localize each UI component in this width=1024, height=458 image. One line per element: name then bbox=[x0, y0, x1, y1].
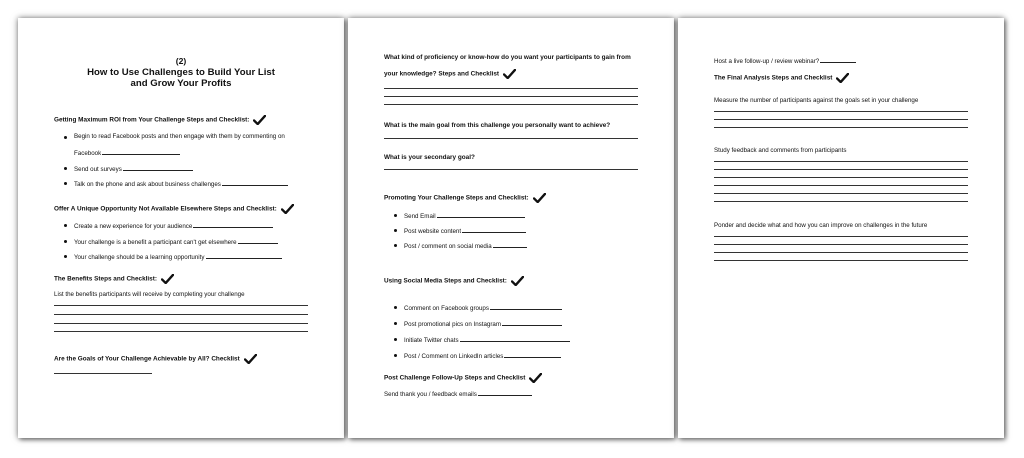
bullet-item bbox=[74, 221, 273, 230]
bullet-item bbox=[404, 303, 562, 312]
checkmark-icon bbox=[529, 373, 542, 383]
measure-text: Measure the number of participants against the goals set in your challenge bbox=[714, 97, 919, 104]
checkmark-icon bbox=[533, 193, 546, 203]
fill-in-line[interactable] bbox=[493, 241, 527, 248]
bullet-item bbox=[74, 164, 193, 173]
bullet-item bbox=[404, 319, 562, 328]
fill-in-line[interactable] bbox=[222, 179, 288, 186]
bullet-item bbox=[74, 179, 288, 188]
section-heading-unique bbox=[54, 204, 294, 214]
fill-in-line[interactable] bbox=[102, 148, 180, 155]
bullet-text: Post website content bbox=[404, 228, 462, 235]
bullet-text: Comment on Facebook groups bbox=[404, 305, 489, 312]
bullet-text: Create a new experience for your audience bbox=[74, 223, 193, 230]
checkmark-icon bbox=[244, 354, 257, 364]
fill-in-line[interactable] bbox=[714, 177, 968, 178]
section-heading-text: The Benefits Steps and Checklist: bbox=[54, 275, 157, 283]
webinar-text: Host a live follow-up / review webinar? bbox=[714, 58, 820, 65]
bullet-text: Initiate Twitter chats bbox=[404, 337, 459, 344]
bullet-text: Your challenge is a benefit a participant can't get elsewhere bbox=[74, 239, 237, 246]
fill-in-line[interactable] bbox=[478, 389, 532, 396]
fill-in-line[interactable] bbox=[193, 221, 273, 228]
fill-in-line[interactable] bbox=[714, 236, 968, 237]
fill-in-line[interactable] bbox=[54, 331, 308, 332]
webinar-item bbox=[714, 56, 856, 65]
bullet-text: Facebook bbox=[74, 150, 102, 157]
question-proficiency-line-2 bbox=[384, 69, 516, 79]
checkmark-icon bbox=[281, 204, 294, 214]
fill-in-line[interactable] bbox=[714, 185, 968, 186]
fill-in-line[interactable] bbox=[384, 138, 638, 139]
section-heading-text: Are the Goals of Your Challenge Achievable by All? Checklist bbox=[54, 355, 240, 363]
follow-up-item bbox=[384, 389, 532, 398]
section-heading-social bbox=[384, 276, 524, 286]
fill-in-line[interactable] bbox=[714, 169, 968, 170]
fill-in-line[interactable] bbox=[502, 319, 562, 326]
section-heading-text: The Final Analysis Steps and Checklist bbox=[714, 74, 833, 82]
fill-in-line[interactable] bbox=[384, 88, 638, 89]
section-heading-roi bbox=[54, 115, 266, 125]
bullet-text: Post promotional pics on Instagram bbox=[404, 321, 501, 328]
checkmark-icon bbox=[503, 69, 516, 79]
fill-in-line[interactable] bbox=[384, 104, 638, 105]
bullet-text: Your challenge should be a learning opportunity bbox=[74, 254, 205, 261]
bullet-item bbox=[404, 211, 525, 220]
fill-in-line[interactable] bbox=[714, 193, 968, 194]
section-heading-follow-up bbox=[384, 373, 542, 383]
bullet-text: Send out surveys bbox=[74, 166, 122, 173]
fill-in-line[interactable] bbox=[714, 161, 968, 162]
section-heading-text: Getting Maximum ROI from Your Challenge Steps and Checklist: bbox=[54, 116, 250, 124]
bullet-text: Send Email bbox=[404, 213, 436, 220]
question-secondary-goal: What is your secondary goal? bbox=[384, 154, 475, 161]
section-heading-promoting bbox=[384, 193, 546, 203]
page-1 bbox=[18, 18, 344, 438]
page-number: (2) bbox=[175, 56, 187, 66]
section-heading-final-analysis bbox=[714, 73, 849, 83]
fill-in-line[interactable] bbox=[54, 373, 152, 374]
fill-in-line[interactable] bbox=[714, 252, 968, 253]
checkmark-icon bbox=[161, 274, 174, 284]
ponder-text: Ponder and decide what and how you can improve on challenges in the future bbox=[714, 222, 928, 229]
checkmark-icon bbox=[511, 276, 524, 286]
fill-in-line[interactable] bbox=[714, 111, 968, 112]
fill-in-line[interactable] bbox=[54, 305, 308, 306]
fill-in-line[interactable] bbox=[504, 351, 561, 358]
question-proficiency-line-1: What kind of proficiency or know-how do you want your participants to gain from bbox=[384, 54, 631, 61]
follow-up-text: Send thank you / feedback emails bbox=[384, 391, 477, 398]
section-heading-text: Using Social Media Steps and Checklist: bbox=[384, 277, 507, 285]
bullet-item bbox=[74, 252, 282, 261]
bullet-item bbox=[404, 241, 527, 250]
bullet-text: Begin to read Facebook posts and then engage with them by commenting on bbox=[74, 133, 285, 140]
fill-in-line[interactable] bbox=[714, 244, 968, 245]
bullet-item bbox=[74, 237, 278, 246]
page-3 bbox=[678, 18, 1004, 438]
bullet-text: Talk on the phone and ask about business challenges bbox=[74, 181, 221, 188]
page-title-line-1: How to Use Challenges to Build Your List bbox=[87, 67, 275, 78]
bullet-item-cont bbox=[74, 148, 180, 157]
section-heading-text: your knowledge? Steps and Checklist bbox=[384, 70, 500, 78]
question-main-goal: What is the main goal from this challenge you personally want to achieve? bbox=[384, 122, 611, 129]
section-heading-text: Post Challenge Follow-Up Steps and Checklist bbox=[384, 374, 526, 382]
fill-in-line[interactable] bbox=[714, 201, 968, 202]
bullet-item bbox=[404, 335, 570, 344]
bullet-text: Post / comment on social media bbox=[404, 243, 492, 250]
fill-in-line[interactable] bbox=[462, 226, 526, 233]
fill-in-line[interactable] bbox=[238, 237, 278, 244]
page-title-line-2: and Grow Your Profits bbox=[130, 78, 232, 89]
bullet-text: Post / Comment on LinkedIn articles bbox=[404, 353, 504, 360]
fill-in-line[interactable] bbox=[820, 56, 856, 63]
benefits-text: List the benefits participants will receive by completing your challenge bbox=[54, 291, 245, 298]
fill-in-line[interactable] bbox=[714, 260, 968, 261]
checkmark-icon bbox=[253, 115, 266, 125]
bullet-item bbox=[74, 133, 285, 140]
fill-in-line[interactable] bbox=[206, 252, 282, 259]
section-heading-text: Offer A Unique Opportunity Not Available Elsewhere Steps and Checklist: bbox=[54, 205, 277, 213]
fill-in-line[interactable] bbox=[54, 323, 308, 324]
section-heading-goals bbox=[54, 354, 257, 364]
study-text: Study feedback and comments from participants bbox=[714, 147, 847, 154]
checkmark-icon bbox=[836, 73, 849, 83]
fill-in-line[interactable] bbox=[54, 314, 308, 315]
bullet-item bbox=[404, 351, 561, 360]
fill-in-line[interactable] bbox=[460, 335, 570, 342]
section-heading-benefits bbox=[54, 274, 174, 284]
fill-in-line[interactable] bbox=[490, 303, 562, 310]
fill-in-line[interactable] bbox=[714, 119, 968, 120]
fill-in-line[interactable] bbox=[714, 127, 968, 128]
fill-in-line[interactable] bbox=[437, 211, 525, 218]
page-2 bbox=[348, 18, 674, 438]
fill-in-line[interactable] bbox=[384, 169, 638, 170]
fill-in-line[interactable] bbox=[123, 164, 193, 171]
section-heading-text: Promoting Your Challenge Steps and Checklist: bbox=[384, 194, 529, 202]
bullet-item bbox=[404, 226, 526, 235]
fill-in-line[interactable] bbox=[384, 96, 638, 97]
